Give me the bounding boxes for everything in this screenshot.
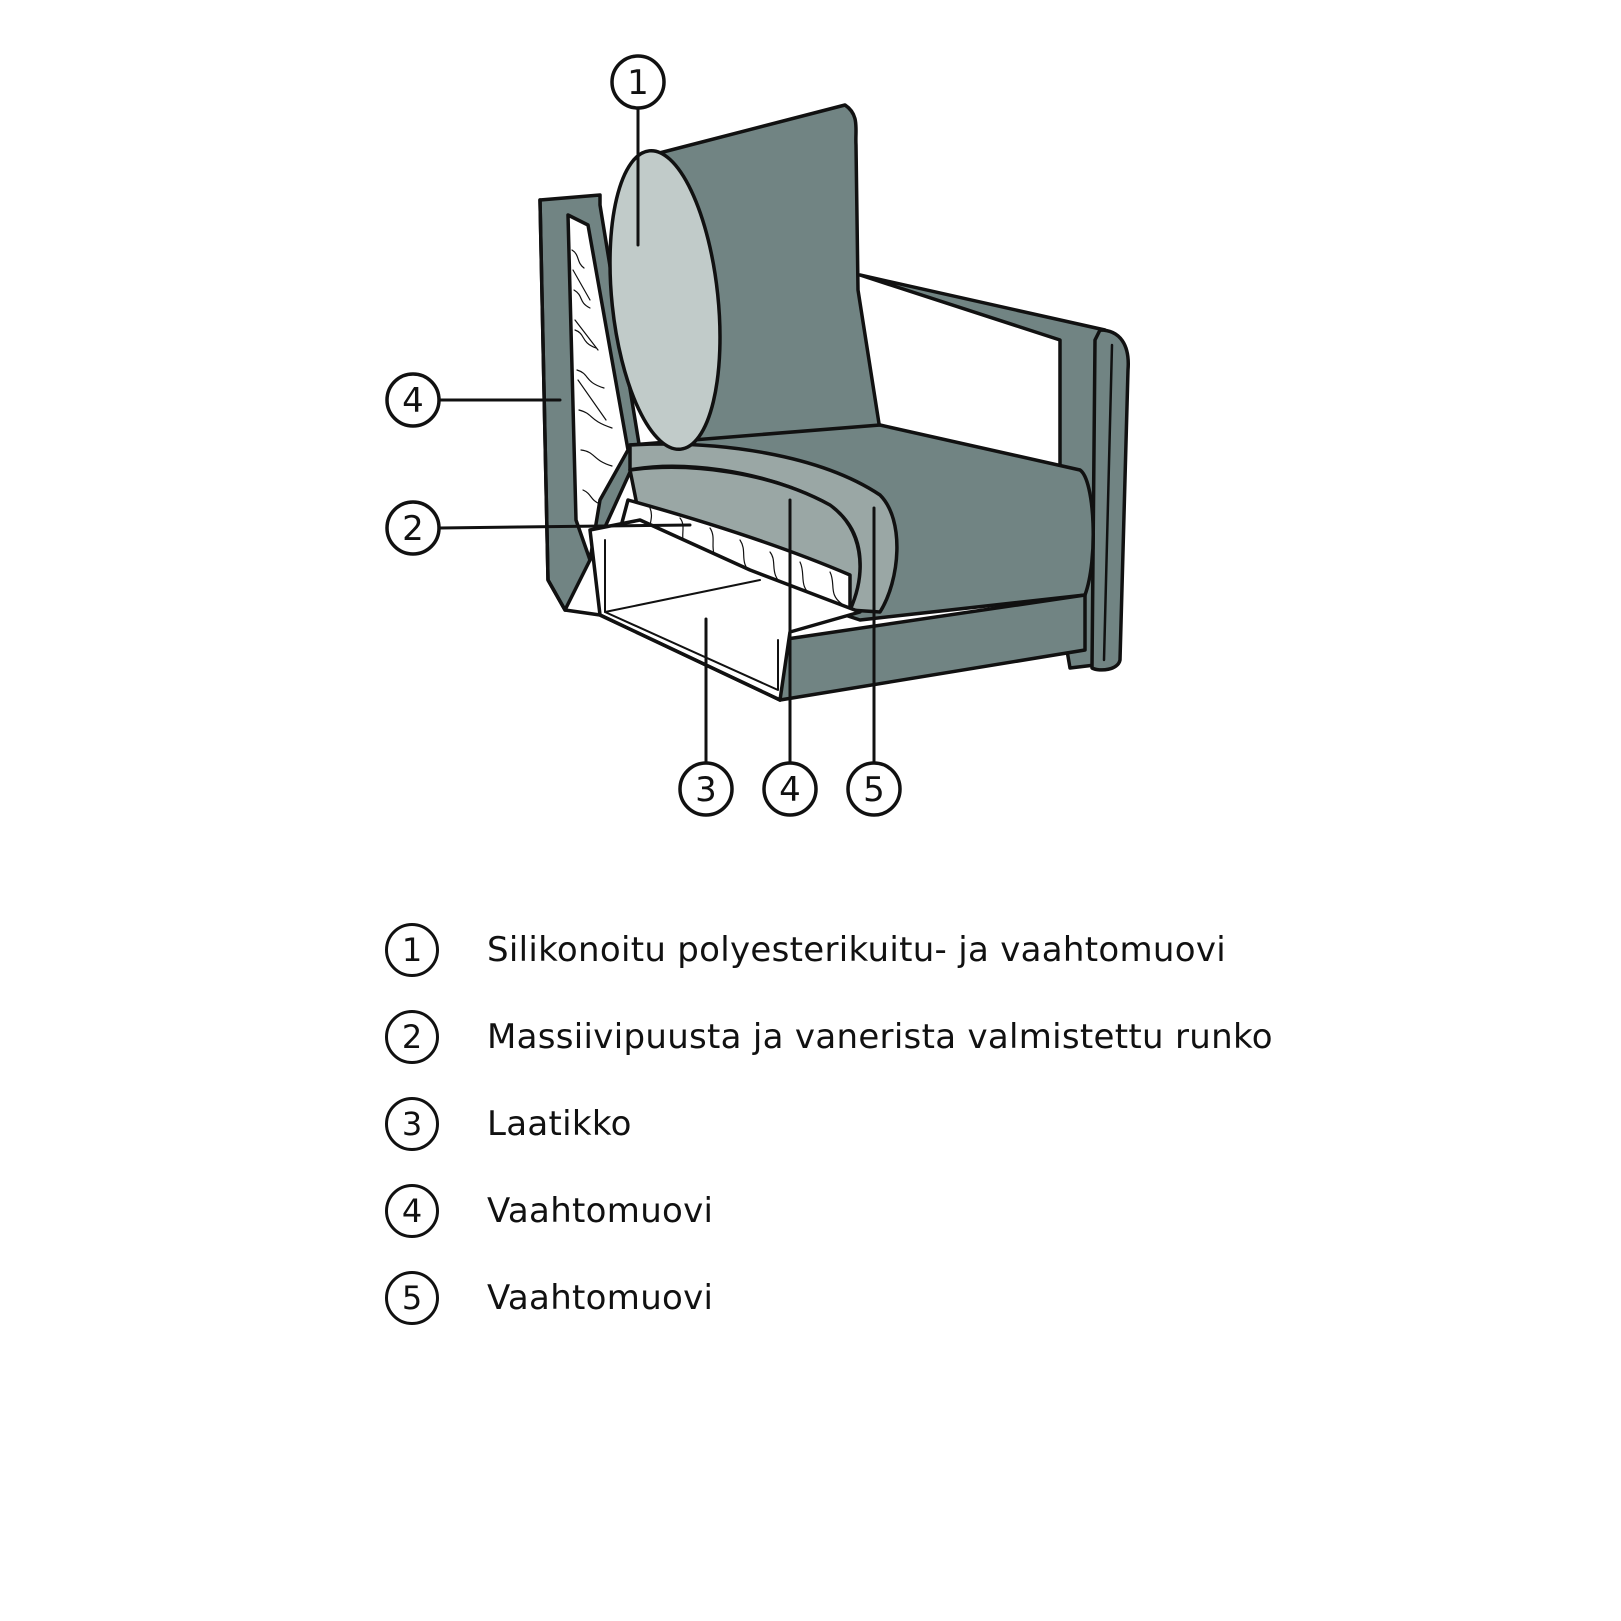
legend-number-badge: 4 xyxy=(385,1184,439,1238)
callout-2-label: 2 xyxy=(402,509,424,549)
callout-4-bottom-label: 4 xyxy=(779,770,801,810)
legend-item xyxy=(385,1094,632,1154)
callout-3-label: 3 xyxy=(695,770,717,810)
legend-item-text: Laatikko xyxy=(487,1104,632,1144)
legend-item-text: Massiivipuusta ja vanerista valmistettu runko xyxy=(487,1017,1273,1057)
legend-item-text: Silikonoitu polyesterikuitu- ja vaahtomuovi xyxy=(487,930,1227,970)
legend-number-badge: 2 xyxy=(385,1010,439,1064)
legend-number-badge: 3 xyxy=(385,1097,439,1151)
legend-item xyxy=(385,1268,714,1328)
legend-item-text: Vaahtomuovi xyxy=(487,1278,714,1318)
legend-item xyxy=(385,1007,1273,1067)
callout-5-label: 5 xyxy=(863,770,885,810)
legend-item xyxy=(385,1181,714,1241)
legend-number-badge: 1 xyxy=(385,923,439,977)
legend-item xyxy=(385,920,1227,980)
legend-number-badge: 5 xyxy=(385,1271,439,1325)
callout-4-side-label: 4 xyxy=(402,381,424,421)
legend-item-text: Vaahtomuovi xyxy=(487,1191,714,1231)
callout-1-label: 1 xyxy=(627,63,649,103)
